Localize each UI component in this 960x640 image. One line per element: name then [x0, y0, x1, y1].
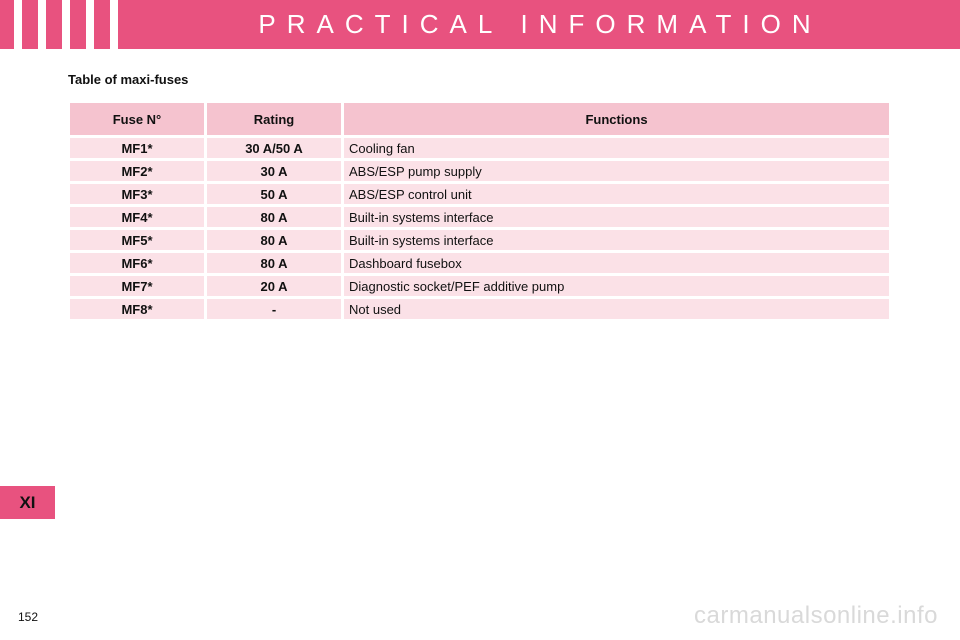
rating-cell: 20 A	[207, 276, 341, 296]
fuse-cell: MF3*	[70, 184, 204, 204]
rating-cell: 50 A	[207, 184, 341, 204]
function-cell: Diagnostic socket/PEF additive pump	[344, 276, 889, 296]
table-row	[70, 299, 889, 319]
page-header	[0, 0, 960, 49]
function-cell: Cooling fan	[344, 138, 889, 158]
header-stripe	[110, 0, 118, 49]
rating-cell: 80 A	[207, 207, 341, 227]
function-cell: Dashboard fusebox	[344, 253, 889, 273]
section-title: Table of maxi-fuses	[68, 72, 189, 87]
fuse-cell: MF4*	[70, 207, 204, 227]
table-row	[70, 230, 889, 250]
header-stripe	[86, 0, 94, 49]
function-cell: Not used	[344, 299, 889, 319]
rating-cell: 30 A/50 A	[207, 138, 341, 158]
column-header-rating: Rating	[207, 103, 341, 135]
table-row	[70, 276, 889, 296]
page-number: 152	[18, 610, 39, 624]
table-header-row	[70, 103, 889, 135]
fuse-cell: MF6*	[70, 253, 204, 273]
rating-cell: -	[207, 299, 341, 319]
page-title: PRACTICAL INFORMATION	[258, 9, 822, 39]
table-row	[70, 253, 889, 273]
rating-cell: 80 A	[207, 253, 341, 273]
column-header-functions: Functions	[344, 103, 889, 135]
column-header-fuse: Fuse N°	[70, 103, 204, 135]
table-row	[70, 207, 889, 227]
fuse-cell: MF1*	[70, 138, 204, 158]
fuse-cell: MF2*	[70, 161, 204, 181]
header-stripe	[62, 0, 70, 49]
table-row	[70, 184, 889, 204]
function-cell: ABS/ESP control unit	[344, 184, 889, 204]
fuse-cell: MF7*	[70, 276, 204, 296]
watermark: carmanualsonline.info	[694, 602, 938, 629]
rating-cell: 30 A	[207, 161, 341, 181]
header-stripe	[38, 0, 46, 49]
maxi-fuse-table	[67, 100, 892, 322]
table-row	[70, 138, 889, 158]
header-stripe	[14, 0, 22, 49]
fuse-cell: MF8*	[70, 299, 204, 319]
chapter-tab: XI	[0, 486, 55, 519]
table-row	[70, 161, 889, 181]
function-cell: Built-in systems interface	[344, 230, 889, 250]
fuse-cell: MF5*	[70, 230, 204, 250]
function-cell: ABS/ESP pump supply	[344, 161, 889, 181]
rating-cell: 80 A	[207, 230, 341, 250]
function-cell: Built-in systems interface	[344, 207, 889, 227]
